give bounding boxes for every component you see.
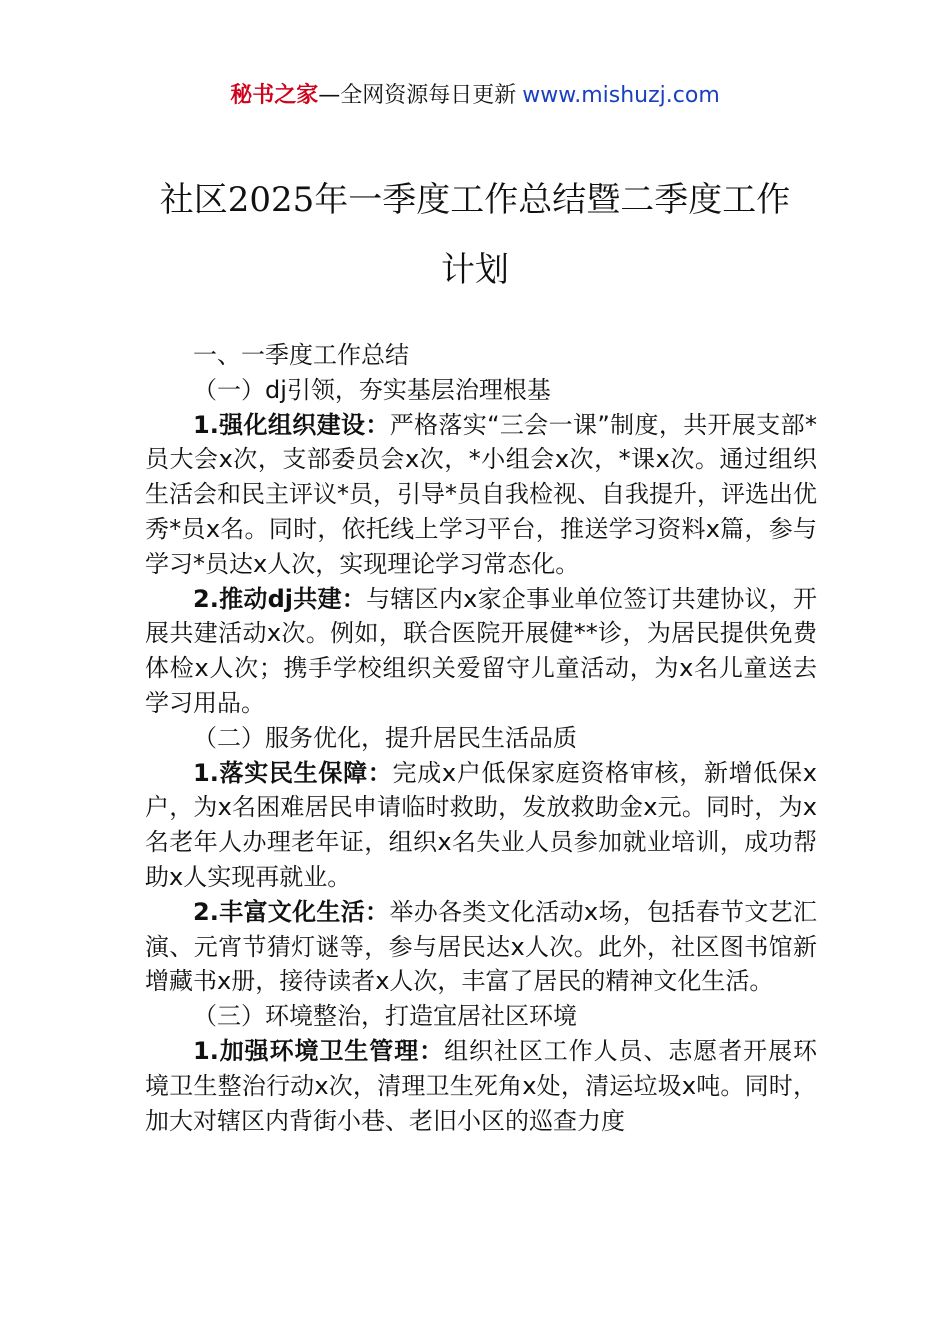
subsection-heading-2: （二）服务优化，提升居民生活品质: [193, 723, 577, 752]
site-tagline: —全网资源每日更新: [318, 83, 517, 108]
paragraph-text: 举办各类文化活动x场，包括春节文艺汇演、元宵节猜灯谜等，参与居民达x人次。此外，社区图书馆新增藏书x册，接待读者x人次，丰富了居民的精神文化生活。: [145, 897, 817, 996]
site-url-link[interactable]: www.mishuzj.com: [522, 83, 720, 108]
paragraph-lead: 1.加强环境卫生管理：: [193, 1036, 445, 1065]
site-header: [0, 80, 950, 112]
paragraph-text: 与辖区内x家企事业单位签订共建协议，开展共建活动x次。例如，联合医院开展健**诊，为居民提供免费体检x人次；携手学校组织关爱留守儿童活动，为x名儿童送去学习用品。: [145, 584, 817, 717]
paragraph-text: 严格落实“三会一课”制度，共开展支部*员大会x次，支部委员会x次，*小组会x次，*课x次。通过组织生活会和民主评议*员，引导*员自我检视、自我提升，评选出优秀*员x名。同时，依托线上学习平台，推送学习资料x篇，参与学习*员达x人次，实现理论学习常态化。: [145, 410, 817, 578]
paragraph-lead: 1.强化组织建设：: [193, 410, 390, 439]
paragraph-livelihood: [145, 756, 817, 895]
paragraph-lead: 1.落实民生保障：: [193, 758, 393, 787]
paragraph-environment: [145, 1034, 817, 1138]
paragraph-text: 组织社区工作人员、志愿者开展环境卫生整治行动x次，清理卫生死角x处，清运垃圾x吨。同时，加大对辖区内背街小巷、老旧小区的巡查力度: [145, 1036, 817, 1135]
paragraph-organization: [145, 408, 817, 582]
subsection-heading-1: （一）dj引领，夯实基层治理根基: [193, 375, 551, 404]
section-heading-1: 一、一季度工作总结: [193, 341, 409, 369]
paragraph-lead: 2.丰富文化生活：: [193, 897, 390, 926]
subsection-heading-3: （三）环境整治，打造宜居社区环境: [193, 1002, 577, 1031]
paragraph-co-building: [145, 582, 817, 721]
paragraph-text: 完成x户低保家庭资格审核，新增低保x户，为x名困难居民申请临时救助，发放救助金x元。同时，为x名老年人办理老年证，组织x名失业人员参加就业培训，成功帮助x人实现再就业。: [145, 758, 818, 891]
paragraph-culture: [145, 895, 817, 999]
document-title-line-2: 计划: [441, 250, 509, 290]
document-body: [145, 338, 817, 1138]
document-title-line-1: 社区2025年一季度工作总结暨二季度工作: [159, 180, 791, 220]
paragraph-lead: 2.推动dj共建：: [193, 584, 367, 613]
site-brand: 秘书之家: [230, 83, 319, 108]
